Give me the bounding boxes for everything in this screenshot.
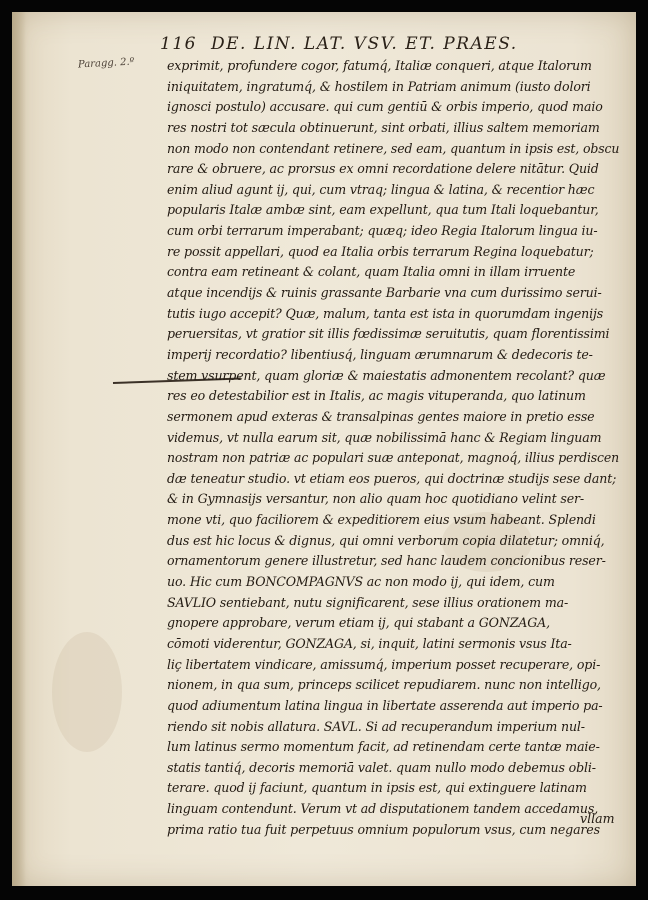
running-header	[160, 34, 518, 54]
text-line: uo. Hic cum BONCOMPAGNVS ac non modo ij, qui idem, cum	[167, 574, 555, 590]
text-line: linguam contendunt. Verum vt ad disputationem tandem accedamus,	[167, 801, 599, 817]
text-line: re possit appellari, quod ea Italia orbis terrarum Regina loquebatur;	[167, 243, 594, 259]
text-line: liç libertatem vindicare, amissumq́, imperium posset recuperare, opi-	[167, 656, 601, 672]
text-line: SAVLIO sentiebant, nutu significarent, sese illius orationem ma-	[167, 594, 569, 610]
text-line: tutis iugo accepit? Quæ, malum, tanta est ista in quorumdam ingenijs	[167, 305, 604, 321]
text-line: gnopere approbare, verum etiam ij, qui stabant a GONZAGA,	[167, 615, 550, 631]
text-line: non modo non contendant retinere, sed eam, quantum in ipsis est, obscu	[167, 140, 620, 156]
text-line: stem vsurpent, quam gloriæ & maiestatis admonentem recolant? quæ	[167, 367, 606, 383]
catchword: vllam	[580, 811, 615, 826]
text-line: dæ teneatur studio. vt etiam eos pueros, qui doctrinæ studijs sese dant;	[167, 470, 617, 486]
text-line: terare. quod ij faciunt, quantum in ipsis est, qui extinguere latinam	[167, 780, 587, 796]
text-line: cum orbi terrarum imperabant; quæq; ideo Regia Italorum lingua iu-	[167, 223, 598, 239]
text-line: imperij recordatio? libentiusq́, linguam ærumnarum & dedecoris te-	[167, 346, 593, 362]
text-line: prima ratio tua fuit perpetuus omnium populorum vsus, cum negares	[167, 821, 600, 837]
text-line: enim aliud agunt ij, qui, cum vtraq; lingua & latina, & recentior hæc	[167, 181, 595, 197]
text-line: contra eam retineant & colant, quam Italia omni in illam irruente	[167, 264, 576, 280]
text-line: peruersitas, vt gratior sit illis fœdissimæ seruitutis, quam florentissimi	[167, 326, 610, 342]
text-line: exprimit, profundere cogor, fatumq́, Italiæ conqueri, atque Italorum	[167, 58, 592, 73]
text-line: quod adiumentum latina lingua in libertate asserenda aut imperio pa-	[167, 697, 603, 713]
page-number: 116	[160, 34, 197, 54]
text-line: cōmoti viderentur, GONZAGA, si, inquit, latini sermonis vsus Ita-	[167, 635, 572, 651]
text-line: iniquitatem, ingratumq́, & hostilem in Patriam animum (iusto dolori	[167, 78, 591, 94]
text-line: res nostri tot sæcula obtinuerunt, sint orbati, illius saltem memoriam	[167, 119, 600, 135]
text-line: rare & obruere, ac prorsus ex omni recordatione delere nitātur. Quid	[167, 161, 599, 177]
text-line: & in Gymnasijs versantur, non alio quam hoc quotidiano velint ser-	[167, 491, 584, 507]
body-text	[167, 56, 627, 840]
running-title: DE. LIN. LAT. VSV. ET. PRAES.	[210, 34, 518, 54]
text-line: ornamentorum genere illustretur, sed hanc laudem concionibus reser-	[167, 553, 606, 569]
text-line: res eo detestabilior est in Italis, ac magis vituperanda, quo latinum	[167, 388, 586, 404]
book-page	[12, 12, 636, 886]
text-line: mone vti, quo faciliorem & expeditiorem eius vsum habeant. Splendi	[167, 512, 596, 528]
text-line: dus est hic locus & dignus, qui omni verborum copia dilatetur; omniq́,	[167, 532, 605, 548]
text-line: nostram non patriæ ac populari suæ anteponat, magnoq́, illius perdiscen	[167, 450, 620, 466]
text-line: ignosci postulo) accusare. qui cum gentiū & orbis imperio, quod maio	[167, 99, 603, 115]
text-line: lum latinus sermo momentum facit, ad retinendam certe tantæ maie-	[167, 739, 600, 755]
text-line: statis tantiq́, decoris memoriā valet. quam nullo modo debemus obli-	[167, 759, 596, 775]
text-line: popularis Italæ ambæ sint, eam expellunt, qua tum Itali loquebantur,	[167, 202, 599, 218]
text-line: videmus, vt nulla earum sit, quæ nobilissimā hanc & Regiam linguam	[167, 429, 602, 445]
text-line: sermonem apud exteras & transalpinas gentes maiore in pretio esse	[167, 408, 595, 424]
paper-stain	[52, 632, 122, 752]
text-line: riendo sit nobis allatura. SAVL. Si ad recuperandum imperium nul-	[167, 718, 585, 734]
text-line: nionem, in qua sum, princeps scilicet repudiarem. nunc non intelligo,	[167, 677, 601, 693]
marginal-note: Paragg. 2.º	[77, 56, 135, 71]
text-line: atque incendijs & ruinis grassante Barbarie vna cum durissimo serui-	[167, 285, 602, 301]
page-gutter	[12, 12, 26, 886]
